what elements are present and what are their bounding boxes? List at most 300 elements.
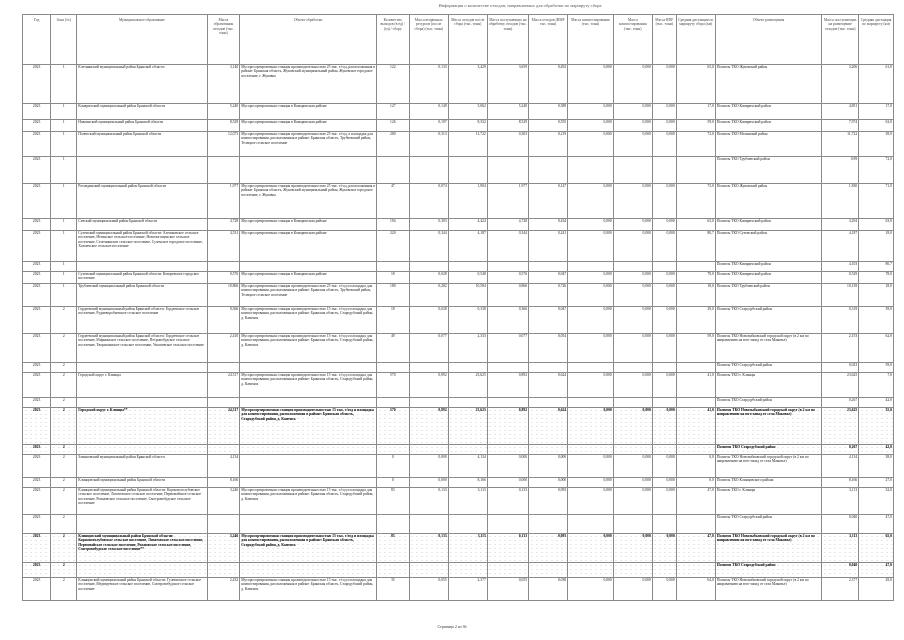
- cell-cnt: 122: [377, 65, 410, 104]
- cell-v5: 0,000: [568, 120, 614, 132]
- cell-v7: 0,000: [652, 284, 676, 307]
- cell-v2: 2,333: [448, 334, 487, 363]
- cell-v1: [409, 398, 448, 408]
- cell-zone: 1: [51, 104, 77, 120]
- cell-v7: 0,000: [652, 184, 676, 219]
- cell-zone: 2: [51, 408, 77, 445]
- cell-zone: 2: [51, 455, 77, 478]
- table-row: [23, 120, 894, 132]
- cell-v6: 0,000: [613, 534, 652, 563]
- table-row: [23, 65, 894, 104]
- cell-v5: [568, 157, 614, 184]
- cell-mo: Клинцовский муниципальный район Брянской области: Коржовоголубовское сельское поселение, Лопатовское сельское поселение, Первомайское сельское поселение, Рожновское сельское поселение, Смотровобудское сельское поселение**: [77, 534, 207, 563]
- cell-v7: [652, 445, 676, 455]
- cell-place: Полигон ТКО Новозыбковский городской округ (в 2 км по направлению на юго-запад от села Маковье): [715, 455, 821, 478]
- cell-dist: 47,0: [676, 534, 715, 563]
- cell-pmass: 4,851: [822, 104, 859, 120]
- cell-zone: 2: [51, 534, 77, 563]
- cell-place: Полигон ТКО Комаричский район: [715, 272, 821, 284]
- cell-obj: [240, 455, 377, 478]
- cell-v6: 0,000: [613, 284, 652, 307]
- cell-dist: 41,0: [676, 408, 715, 445]
- cell-cnt: 83: [377, 534, 410, 563]
- cell-v3: 1,977: [487, 184, 528, 219]
- cell-zone: 2: [51, 373, 77, 398]
- cell-v2: 4,424: [448, 219, 487, 231]
- cell-v3: 0,000: [487, 455, 528, 478]
- cell-obj: Мусоросортировочная станция производительностью 15 тыс. т/год и площадка для компостирования, расположенная в районе: Брянская область, Стародубский район, д. Каменск: [240, 488, 377, 515]
- cell-pdist: 39,0: [859, 132, 894, 157]
- cell-mo: Злынковский муниципальный район Брянской области: [77, 455, 207, 478]
- cell-v7: 0,000: [652, 219, 676, 231]
- cell-pmass: 2,153: [822, 334, 859, 363]
- cell-cnt: 0: [377, 455, 410, 478]
- cell-v7: 0,000: [652, 334, 676, 363]
- cell-v5: 0,000: [568, 455, 614, 478]
- cell-mo: Клинцовский муниципальный район Брянской области: Гулевичское сельское поселение, Медведевское сельское поселение, Смотровобудское сельское поселение: [77, 578, 207, 601]
- table-row: [23, 398, 894, 408]
- cell-cnt: 47: [377, 184, 410, 219]
- cell-v5: 0,000: [568, 334, 614, 363]
- cell-pdist: 47,0: [859, 563, 894, 578]
- cell-v6: [613, 157, 652, 184]
- cell-pdist: 39,0: [859, 307, 894, 334]
- cell-v4: 0,219: [529, 132, 568, 157]
- cell-v4: 0,000: [529, 478, 568, 488]
- cell-year: 2023: [23, 284, 51, 307]
- cell-year: 2023: [23, 219, 51, 231]
- cell-v7: [652, 363, 676, 373]
- cell-v3: 0,892: [487, 373, 528, 398]
- cell-v7: 0,000: [652, 488, 676, 515]
- cell-obj: Мусоросортировочная станция производительностью 15 тыс. т/год и площадка для компостирования, расположенная в районе: Брянская область, Стародубский район, д. Каменск: [240, 373, 377, 398]
- cell-cnt: 570: [377, 408, 410, 445]
- cell-cnt: 83: [377, 488, 410, 515]
- cell-zone: 1: [51, 272, 77, 284]
- cell-v1: [409, 363, 448, 373]
- cell-v3: 0,303: [487, 132, 528, 157]
- cell-dist: 17,0: [676, 104, 715, 120]
- cell-v6: 0,000: [613, 65, 652, 104]
- cell-place: Полигон ТКО Стародубский район: [715, 445, 821, 455]
- cell-obj: Мусоросортировочная станция производительностью 25 тыс. т/год, расположенная в районе: Брянская область, Жуковский муниципальный район, Жуковское городское поселение, г. Жуковка: [240, 65, 377, 104]
- cell-mass: 4,134: [207, 455, 240, 478]
- cell-pmass: 0,529: [822, 272, 859, 284]
- cell-mass: 3,140: [207, 65, 240, 104]
- cell-v6: [613, 398, 652, 408]
- cell-place: Полигон ТКО Стародубский район: [715, 563, 821, 578]
- cell-cnt: [377, 363, 410, 373]
- cell-mass: 2,410: [207, 334, 240, 363]
- cell-cnt: 180: [377, 284, 410, 307]
- table-row: [23, 563, 894, 578]
- cell-obj: [240, 515, 377, 534]
- cell-v5: 0,000: [568, 373, 614, 398]
- cell-mass: 0,366: [207, 307, 240, 334]
- cell-v6: 0,000: [613, 184, 652, 219]
- cell-v6: [613, 262, 652, 272]
- cell-v1: 0,077: [409, 334, 448, 363]
- cell-place: Полигон ТКО Новозыбковский городской округ (в 2 км по направлению на юго-запад от села Маковье): [715, 408, 821, 445]
- cell-v5: 0,000: [568, 284, 614, 307]
- cell-mass: [207, 363, 240, 373]
- cell-v2: [448, 515, 487, 534]
- cell-mass: 4,531: [207, 231, 240, 262]
- cell-year: 2023: [23, 231, 51, 262]
- cell-obj: Мусоросортировочная станция в Комаричском районе: [240, 219, 377, 231]
- cell-pdist: 27,0: [859, 478, 894, 488]
- cell-mass: 5,240: [207, 104, 240, 120]
- cell-place: Полигон ТКО г. Клинцы: [715, 373, 821, 398]
- cell-year: 2023: [23, 478, 51, 488]
- cell-v4: 0,241: [529, 231, 568, 262]
- cell-v3: 5,240: [487, 104, 528, 120]
- cell-mass: 3,246: [207, 534, 240, 563]
- cell-pdist: 7,0: [859, 373, 894, 398]
- cell-cnt: [377, 563, 410, 578]
- cell-v5: [568, 363, 614, 373]
- cell-pmass: 0,040: [822, 515, 859, 534]
- cell-obj: [240, 363, 377, 373]
- cell-dist: [676, 445, 715, 455]
- cell-pmass: 10,139: [822, 284, 859, 307]
- cell-mo: Трубчевский муниципальный район Брянской области: [77, 284, 207, 307]
- cell-pmass: 0,023: [822, 363, 859, 373]
- cell-year: 2023: [23, 307, 51, 334]
- table-row: [23, 262, 894, 272]
- cell-v2: [448, 262, 487, 272]
- cell-pmass: 0,267: [822, 398, 859, 408]
- cell-v4: 0,038: [529, 578, 568, 601]
- cell-pmass: 0,319: [822, 307, 859, 334]
- cell-v1: 0,055: [409, 578, 448, 601]
- cell-pdist: 59,0: [859, 363, 894, 373]
- cell-dist: 59,0: [676, 120, 715, 132]
- cell-dist: [676, 563, 715, 578]
- cell-obj: [240, 157, 377, 184]
- cell-v5: 0,000: [568, 578, 614, 601]
- table-row: [23, 334, 894, 363]
- cell-v6: 0,000: [613, 104, 652, 120]
- cell-v7: 0,000: [652, 373, 676, 398]
- header-cell: Масса поступающих на размещение отходов (тыс. тонн): [822, 15, 859, 65]
- cell-place: Полигон ТКО Новозыбковский городской округ (в 2 км по направлению на юго-запад от села Маковье): [715, 534, 821, 563]
- header-cell: Объект обработки: [240, 15, 377, 65]
- cell-zone: 2: [51, 478, 77, 488]
- cell-v7: [652, 262, 676, 272]
- cell-v1: 0,313: [409, 132, 448, 157]
- cell-v7: 0,000: [652, 455, 676, 478]
- cell-mo: Рогнединский муниципальный район Брянской области: [77, 184, 207, 219]
- cell-v6: [613, 445, 652, 455]
- cell-v1: 0,149: [409, 104, 448, 120]
- cell-dist: 78,0: [676, 272, 715, 284]
- cell-v4: 0,054: [529, 334, 568, 363]
- cell-pmass: 3,206: [822, 65, 859, 104]
- cell-zone: 1: [51, 184, 77, 219]
- cell-mo: Гордеевский муниципальный район Брянской области: Гордеевское сельское поселение, Рудневоробьевское сельское поселение: [77, 307, 207, 334]
- cell-v4: 0,093: [529, 534, 568, 563]
- cell-mo: Городской округ г. Клинцы**: [77, 408, 207, 445]
- cell-v1: 0,028: [409, 307, 448, 334]
- cell-zone: 2: [51, 563, 77, 578]
- cell-v4: [529, 262, 568, 272]
- cell-cnt: 0: [377, 478, 410, 488]
- cell-v3: 0,576: [487, 272, 528, 284]
- cell-cnt: [377, 157, 410, 184]
- table-caption: Информация о количестве отходов, направляемых для обработки по маршруту сбора: [438, 3, 602, 8]
- cell-pmass: 7,974: [822, 120, 859, 132]
- cell-mo: [77, 363, 207, 373]
- cell-v3: 0,866: [487, 284, 528, 307]
- cell-v5: [568, 262, 614, 272]
- cell-mass: 12,073: [207, 132, 240, 157]
- cell-v1: [409, 445, 448, 455]
- cell-v7: 0,000: [652, 478, 676, 488]
- cell-v4: 0,093: [529, 488, 568, 515]
- cell-v1: [409, 515, 448, 534]
- cell-v3: 8,529: [487, 120, 528, 132]
- header-cell: Средняя дистанция по маршруту сбора (км): [676, 15, 715, 65]
- cell-mo: [77, 262, 207, 272]
- cell-cnt: 49: [377, 334, 410, 363]
- cell-year: 2023: [23, 445, 51, 455]
- cell-v4: 0,726: [529, 284, 568, 307]
- cell-pdist: 47,0: [859, 515, 894, 534]
- cell-v7: 0,000: [652, 231, 676, 262]
- cell-v6: 0,000: [613, 132, 652, 157]
- cell-year: 2023: [23, 334, 51, 363]
- cell-year: 2023: [23, 488, 51, 515]
- cell-v4: 0,000: [529, 455, 568, 478]
- cell-v6: 0,000: [613, 578, 652, 601]
- cell-mo: Городской округ г. Клинцы: [77, 373, 207, 398]
- cell-zone: 1: [51, 120, 77, 132]
- cell-pmass: 1,830: [822, 184, 859, 219]
- cell-v3: 3,659: [487, 65, 528, 104]
- cell-cnt: [377, 445, 410, 455]
- cell-v2: 11,722: [448, 132, 487, 157]
- cell-dist: 47,0: [676, 488, 715, 515]
- cell-mass: [207, 157, 240, 184]
- header-cell: Количество выходов (в ед) / (ед) / сбору: [377, 15, 410, 65]
- cell-year: 2023: [23, 65, 51, 104]
- cell-year: 2023: [23, 515, 51, 534]
- cell-pmass: 23,625: [822, 373, 859, 398]
- cell-pdist: 80,7: [859, 262, 894, 272]
- cell-v4: 0,047: [529, 272, 568, 284]
- cell-place: Полигон ТКО Комаричский район: [715, 219, 821, 231]
- cell-v3: 0,344: [487, 231, 528, 262]
- cell-v7: [652, 563, 676, 578]
- cell-cnt: 220: [377, 231, 410, 262]
- cell-mo: [77, 515, 207, 534]
- cell-mo: Гордеевский муниципальный район Брянской области: Гордеевское сельское поселение, Мирнинское сельское поселение, Петровобудское сельское поселение, Творишинское сельское поселение, Уношевское сельское поселение: [77, 334, 207, 363]
- cell-cnt: 18: [377, 307, 410, 334]
- cell-pdist: 61,0: [859, 65, 894, 104]
- cell-place: Полигон ТКО Новозыбковский городской округ (в 2 км по направлению на юго-запад от села Маковье): [715, 334, 821, 363]
- cell-zone: 1: [51, 157, 77, 184]
- cell-v4: 0,492: [529, 65, 568, 104]
- header-cell: Масса компостирования (тыс. тонн): [613, 15, 652, 65]
- cell-dist: 65,0: [676, 65, 715, 104]
- cell-mass: 4,728: [207, 219, 240, 231]
- cell-v2: 4,187: [448, 231, 487, 262]
- cell-v1: [409, 262, 448, 272]
- cell-v5: [568, 398, 614, 408]
- table-row: [23, 478, 894, 488]
- cell-pdist: 18,0: [859, 231, 894, 262]
- header-cell: Год: [23, 15, 51, 65]
- header-cell: Масса отходов (ВМР тыс. тонн): [529, 15, 568, 65]
- cell-v1: 0,133: [409, 534, 448, 563]
- header-cell: Средняя дистанция по маршруту (км): [859, 15, 894, 65]
- cell-v1: 0,892: [409, 373, 448, 398]
- cell-v1: 0,303: [409, 219, 448, 231]
- cell-obj: Мусоросортировочная станция производительностью 15 тыс. т/год и площадка для компостирования, расположенная в районе: Брянская область, Стародубский район, д. Каменск: [240, 307, 377, 334]
- cell-obj: Мусоросортировочная станция в Комаричском районе: [240, 104, 377, 120]
- cell-v3: [487, 262, 528, 272]
- cell-zone: 1: [51, 219, 77, 231]
- cell-v4: [529, 157, 568, 184]
- cell-year: 2023: [23, 104, 51, 120]
- cell-year: 2023: [23, 534, 51, 563]
- table-row: [23, 132, 894, 157]
- cell-place: Полигон ТКО Стародубский район: [715, 398, 821, 408]
- cell-dist: [676, 157, 715, 184]
- cell-v6: 0,000: [613, 455, 652, 478]
- cell-v2: [448, 445, 487, 455]
- cell-mass: [207, 515, 240, 534]
- table-row: [23, 104, 894, 120]
- cell-pmass: 4,134: [822, 455, 859, 478]
- cell-v5: [568, 563, 614, 578]
- cell-v1: [409, 157, 448, 184]
- cell-v4: [529, 398, 568, 408]
- cell-v6: 0,000: [613, 373, 652, 398]
- header-cell: Масса отходов после сбора (тыс. тонн): [448, 15, 487, 65]
- cell-year: 2023: [23, 363, 51, 373]
- cell-v7: [652, 515, 676, 534]
- cell-year: 2023: [23, 157, 51, 184]
- cell-zone: 2: [51, 398, 77, 408]
- cell-mass: 2,432: [207, 578, 240, 601]
- cell-v3: 4,728: [487, 219, 528, 231]
- cell-zone: 2: [51, 307, 77, 334]
- cell-v6: [613, 563, 652, 578]
- page-number: Страница 2 из 36: [437, 624, 467, 629]
- cell-place: Полигон ТКО Суземский район: [715, 231, 821, 262]
- cell-year: 2023: [23, 132, 51, 157]
- cell-v2: 5,062: [448, 104, 487, 120]
- cell-v1: 0,344: [409, 231, 448, 262]
- cell-v4: 0,555: [529, 120, 568, 132]
- table-row: [23, 455, 894, 478]
- cell-dist: 63,0: [676, 219, 715, 231]
- cell-v4: [529, 563, 568, 578]
- cell-dist: 29,0: [676, 307, 715, 334]
- cell-v1: [409, 563, 448, 578]
- cell-v7: 0,000: [652, 408, 676, 445]
- cell-v4: [529, 445, 568, 455]
- cell-place: Полигон ТКО Жуковский район: [715, 65, 821, 104]
- header-cell: Зона (№): [51, 15, 77, 65]
- cell-place: Полигон ТКО Стародубский район: [715, 363, 821, 373]
- cell-v3: [487, 363, 528, 373]
- cell-v1: 0,197: [409, 120, 448, 132]
- cell-mass: 8,166: [207, 478, 240, 488]
- cell-dist: 0,0: [676, 478, 715, 488]
- cell-v4: [529, 363, 568, 373]
- table-row: [23, 534, 894, 563]
- cell-place: Полигон ТКО Трубчевский район: [715, 157, 821, 184]
- cell-pmass: 0,267: [822, 445, 859, 455]
- cell-pdist: 78,0: [859, 272, 894, 284]
- cell-v3: [487, 398, 528, 408]
- cell-v7: [652, 398, 676, 408]
- cell-dist: 72,0: [676, 132, 715, 157]
- cell-place: Полигон ТКО Трубчевский район: [715, 284, 821, 307]
- cell-year: 2023: [23, 373, 51, 398]
- cell-zone: 2: [51, 445, 77, 455]
- cell-pdist: 17,0: [859, 104, 894, 120]
- cell-obj: Мусоросортировочная станция производительностью 15 тыс. т/год и площадка для компостирования, расположенная в районе: Брянская область, Стародубский район, д. Каменск: [240, 578, 377, 601]
- cell-obj: Мусоросортировочная станция производительностью 25 тыс. т/год, расположенная в районе: Брянская область, Жуковский муниципальный район, Жуковское городское поселение, г. Жуковка: [240, 184, 377, 219]
- cell-place: Полигон ТКО Клинцовского района: [715, 478, 821, 488]
- cell-v5: 0,000: [568, 132, 614, 157]
- cell-v3: [487, 157, 528, 184]
- cell-mass: [207, 262, 240, 272]
- cell-pdist: 29,0: [859, 578, 894, 601]
- cell-zone: 2: [51, 488, 77, 515]
- cell-v7: 0,000: [652, 132, 676, 157]
- cell-place: Полигон ТКО Стародубский район: [715, 307, 821, 334]
- header-cell: Масса RDF (тыс. тонн): [652, 15, 676, 65]
- cell-v7: 0,000: [652, 120, 676, 132]
- cell-v6: [613, 363, 652, 373]
- cell-pmass: 0,99: [822, 157, 859, 184]
- cell-year: 2023: [23, 272, 51, 284]
- cell-pmass: 0,040: [822, 563, 859, 578]
- cell-v7: 0,000: [652, 65, 676, 104]
- cell-v7: 0,000: [652, 104, 676, 120]
- cell-place: Полигон ТКО Жуковский район: [715, 184, 821, 219]
- cell-cnt: [377, 262, 410, 272]
- cell-mass: 24,517: [207, 373, 240, 398]
- cell-cnt: 35: [377, 578, 410, 601]
- table-row: [23, 408, 894, 445]
- cell-cnt: 18: [377, 272, 410, 284]
- cell-place: Полигон ТКО Комаричский район: [715, 262, 821, 272]
- cell-cnt: 126: [377, 120, 410, 132]
- cell-place: Полигон ТКО Комаричский район: [715, 120, 821, 132]
- cell-v5: 0,000: [568, 219, 614, 231]
- cell-v5: 0,000: [568, 231, 614, 262]
- cell-v3: [487, 515, 528, 534]
- cell-mo: Почепский муниципальный район Брянской области: [77, 132, 207, 157]
- cell-v6: 0,000: [613, 408, 652, 445]
- cell-pdist: 32,0: [859, 488, 894, 515]
- cell-pmass: 3,113: [822, 488, 859, 515]
- table-row: [23, 231, 894, 262]
- cell-dist: [676, 363, 715, 373]
- header-cell: Масса компостирования (тыс. тонн): [568, 15, 614, 65]
- cell-pmass: 3,113: [822, 534, 859, 563]
- cell-mo: Севский муниципальный район Брянской области: [77, 219, 207, 231]
- cell-zone: 1: [51, 65, 77, 104]
- cell-zone: 1: [51, 284, 77, 307]
- cell-dist: 64,0: [676, 578, 715, 601]
